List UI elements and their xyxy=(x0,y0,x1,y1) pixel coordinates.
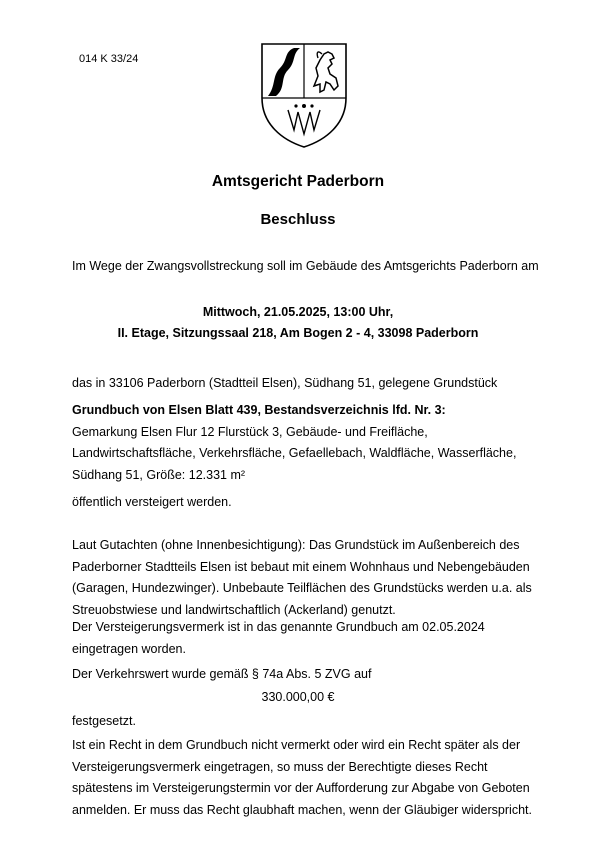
expert-report-line: Streuobstwiese und landwirtschaftlich (Ackerland) genutzt. xyxy=(72,602,396,617)
nrw-coat-of-arms-icon xyxy=(258,40,350,150)
appointment-place: II. Etage, Sitzungssaal 218, Am Bogen 2 - 4, 33098 Paderborn xyxy=(117,326,479,340)
land-register-line: Südhang 51, Größe: 12.331 m² xyxy=(72,467,246,482)
market-value: 330.000,00 € xyxy=(261,690,335,704)
auction-note-line: Der Versteigerungsvermerk ist in das genannte Grundbuch am 02.05.2024 xyxy=(72,620,485,634)
auction-note xyxy=(72,617,485,660)
expert-report-line: Paderborner Stadtteils Elsen ist bebaut mit einem Wohnhaus und Nebengebäuden xyxy=(72,559,530,574)
land-register-line: Landwirtschaftsfläche, Verkehrsfläche, Gefaellebach, Waldfläche, Wasserfläche, xyxy=(72,446,517,460)
land-register-heading: Grundbuch von Elsen Blatt 439, Bestandsverzeichnis lfd. Nr. 3: xyxy=(72,403,446,417)
expert-report-line: Laut Gutachten (ohne Innenbesichtigung): Das Grundstück im Außenbereich des xyxy=(72,538,520,552)
rights-notice-line: spätestens im Versteigerungstermin vor der Aufforderung zur Abgabe von Geboten xyxy=(72,781,530,795)
property-intro: das in 33106 Paderborn (Stadtteil Elsen), Südhang 51, gelegene Grundstück xyxy=(72,376,498,390)
expert-report-line: (Garagen, Hundezwinger). Unbebaute Teilflächen des Grundstücks werden u.a. als xyxy=(72,581,532,595)
rights-notice-line: Ist ein Recht in dem Grundbuch nicht vermerkt oder wird ein Recht später als der xyxy=(72,738,521,752)
rights-notice xyxy=(72,735,532,821)
expert-report xyxy=(72,535,532,621)
auction-line: öffentlich versteigert werden. xyxy=(72,495,232,509)
market-value-intro: Der Verkehrswert wurde gemäß § 74a Abs. 5 ZVG auf xyxy=(72,667,372,681)
land-register-line: Gemarkung Elsen Flur 12 Flurstück 3, Gebäude- und Freifläche, xyxy=(72,424,428,439)
document-type: Beschluss xyxy=(260,211,336,228)
court-name: Amtsgericht Paderborn xyxy=(211,173,385,190)
intro-paragraph: Im Wege der Zwangsvollstreckung soll im Gebäude des Amtsgerichts Paderborn am xyxy=(72,259,539,273)
rights-notice-line: anmelden. Er muss das Recht glaubhaft machen, wenn der Gläubiger widerspricht. xyxy=(72,802,532,817)
rights-notice-line: Versteigerungsvermerk eingetragen, so muss der Berechtigte dieses Recht xyxy=(72,759,488,774)
appointment-date: Mittwoch, 21.05.2025, 13:00 Uhr, xyxy=(202,305,394,319)
fixed-line: festgesetzt. xyxy=(72,714,136,728)
land-register-block xyxy=(72,400,516,486)
file-number: 014 K 33/24 xyxy=(79,53,139,65)
auction-note-line: eingetragen worden. xyxy=(72,641,186,656)
